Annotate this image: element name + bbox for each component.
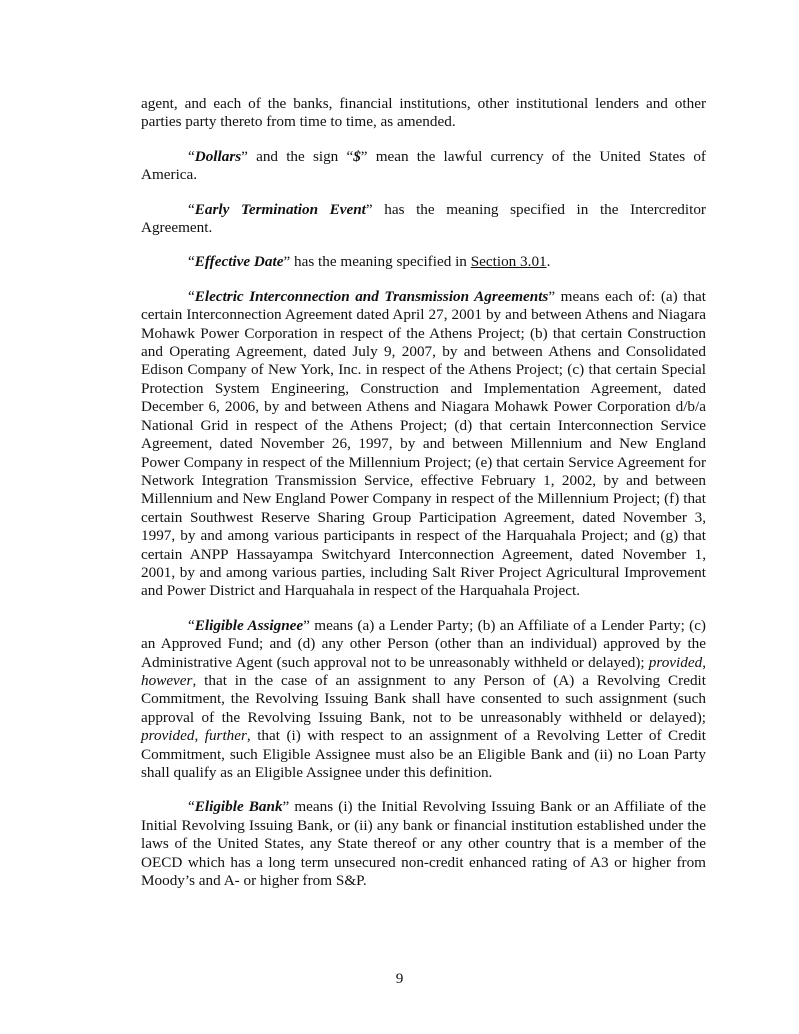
definition-text: ” means each of: (a) that certain Interconnection Agreement dated April 27, 2001 by and between Athens and Niagara Mohawk Power Corporation in respect of the Athens Project; (b) that certain Construction and Operating Agreement, dated July 9, 2007, by and between Athens and Consolidated Edison Company of New York, Inc. in respect of the Athens Project; (c) that certain Special Protection System Engineering, Construction and Implementation Agreement, dated December 6, 2006, by and between Athens and Niagara Mohawk Power Corporation d/b/a National Grid in respect of the Athens Project; (d) that certain Interconnection Service Agreement, dated November 26, 1997, by and between Millennium and New England Power Company in respect of the Millennium Project; (e) that certain Service Agreement for Network Integration Transmission Service, effective February 1, 2002, by and between Millennium and New England Power Company in respect of the Millennium Project; (f) that certain Southwest Reserve Sharing Group Participation Agreement, dated November 3, 1997, by and among various participants in respect of the Harquahala Project; and (g) that certain ANPP Hassayampa Switchyard Interconnection Agreement, dated November 1, 2001, by and among various parties, including Salt River Project Agricultural Improvement and Power District and Harquahala in respect of the Harquahala Project.: [141, 287, 707, 600]
italic-text: however: [141, 671, 193, 689]
definition-text: , that (i) with respect to an assignment of a Revolving Letter of Credit Commitment, such Eligible Assignee must also be an Eligible Bank and (ii) no Loan Party shall qualify as an Eligible Assignee under this definition.: [141, 727, 707, 781]
definition-text: ” has the meaning specified in: [283, 253, 471, 271]
page-number: 9: [395, 970, 404, 987]
definition-paragraph: “Dollars” and the sign “$” mean the lawful currency of the United States of America.: [141, 147, 706, 184]
italic-text: provided: [141, 727, 195, 745]
definition-paragraph: “Eligible Bank” means (i) the Initial Revolving Issuing Bank or an Affiliate of the Initial Revolving Issuing Bank, or (ii) any bank or financial institution established under the laws of the United States, any State thereof or any other country that is a member of the OECD which has a long term unsecured non-credit enhanced rating of A3 or higher from Moody’s and A- or higher from S&P.: [141, 798, 707, 890]
intro-continuation-paragraph: agent, and each of the banks, financial institutions, other institutional lenders and other parties party thereto from time to time, as amended.: [141, 95, 706, 131]
definitions-list: [141, 148, 706, 891]
defined-term: $: [353, 147, 361, 165]
definition-paragraph: “Effective Date” has the meaning specified in Section 3.01.: [188, 253, 551, 271]
document-body: [141, 95, 706, 906]
defined-term: Eligible Assignee: [194, 616, 304, 634]
defined-term: Electric Interconnection and Transmission Agreements: [194, 287, 549, 305]
definition-text: , that in the case of an assignment to any Person of (A) a Revolving Credit Commitment, the Revolving Issuing Bank shall have consented to such assignment (such approval of the Revolving Issuing Bank, not to be unreasonably withheld or delayed);: [141, 671, 706, 726]
definition-text: ” and the sign “: [241, 147, 354, 165]
definition-paragraph: “Early Termination Event” has the meaning specified in the Intercreditor Agreement.: [141, 200, 706, 237]
definition-text: ,: [702, 653, 706, 671]
definition-text: ,: [194, 727, 205, 745]
italic-text: provided: [648, 653, 703, 671]
defined-term: Early Termination Event: [194, 200, 366, 218]
definition-paragraph: “Electric Interconnection and Transmission Agreements” means each of: (a) that certain Interconnection Agreement dated April 27, 2001 by and between Athens and Niagara Mohawk Power Corporation in respect of the Athens Project; (b) that certain Construction and Operating Agreement, dated July 9, 2007, by and between Athens and Consolidated Edison Company of New York, Inc. in respect of the Athens Project; (c) that certain Special Protection System Engineering, Construction and Implementation Agreement, dated December 6, 2006, by and between Athens and Niagara Mohawk Power Corporation d/b/a National Grid in respect of the Athens Project; (d) that certain Interconnection Service Agreement, dated November 26, 1997, by and between Millennium and New England Power Company in respect of the Millennium Project; (e) that certain Service Agreement for Network Integration Transmission Service, effective February 1, 2002, by and between Millennium and New England Power Company in respect of the Millennium Project; (f) that certain Southwest Reserve Sharing Group Participation Agreement, dated November 3, 1997, by and among various participants in respect of the Harquahala Project; and (g) that certain ANPP Hassayampa Switchyard Interconnection Agreement, dated November 1, 2001, by and among various parties, including Salt River Project Agricultural Improvement and Power District and Harquahala in respect of the Harquahala Project.: [141, 287, 707, 600]
italic-text: further: [204, 727, 247, 745]
defined-term: Dollars: [194, 147, 242, 165]
definition-paragraph: “Eligible Assignee” means (a) a Lender Party; (b) an Affiliate of a Lender Party; (c) an Approved Fund; and (d) any other Person (other than an individual) approved by the Administrative Agent (such approval not to be unreasonably withheld or delayed); provided, however, that in the case of an assignment to any Person of (A) a Revolving Credit Commitment, the Revolving Issuing Bank shall have consented to such assignment (such approval of the Revolving Issuing Bank, not to be unreasonably withheld or delayed); provided, further, that (i) with respect to an assignment of a Revolving Letter of Credit Commitment, such Eligible Assignee must also be an Eligible Bank and (ii) no Loan Party shall qualify as an Eligible Assignee under this definition.: [141, 616, 707, 781]
section-reference: Section 3.01: [470, 253, 547, 271]
definition-text: ” mean the lawful currency of the United States of America.: [141, 147, 706, 184]
definition-text: ” means (i) the Initial Revolving Issuing Bank or an Affiliate of the Initial Revolving Issuing Bank, or (ii) any bank or financial institution established under the laws of the United States, any State thereof or any other country that is a member of the OECD which has a long term unsecured non-credit enhanced rating of A3 or higher from Moody’s and A- or higher from S&P.: [141, 798, 707, 890]
definition-text: ” means (a) a Lender Party; (b) an Affiliate of a Lender Party; (c) an Approved Fund; and (d) any other Person (other than an individual) approved by the Administrative Agent (such approval not to be unreasonably withheld or delayed);: [141, 616, 706, 671]
definition-text: ” has the meaning specified in the Intercreditor Agreement.: [141, 200, 706, 237]
defined-term: Effective Date: [194, 253, 284, 271]
defined-term: Eligible Bank: [194, 798, 283, 816]
definition-text: .: [546, 253, 551, 271]
